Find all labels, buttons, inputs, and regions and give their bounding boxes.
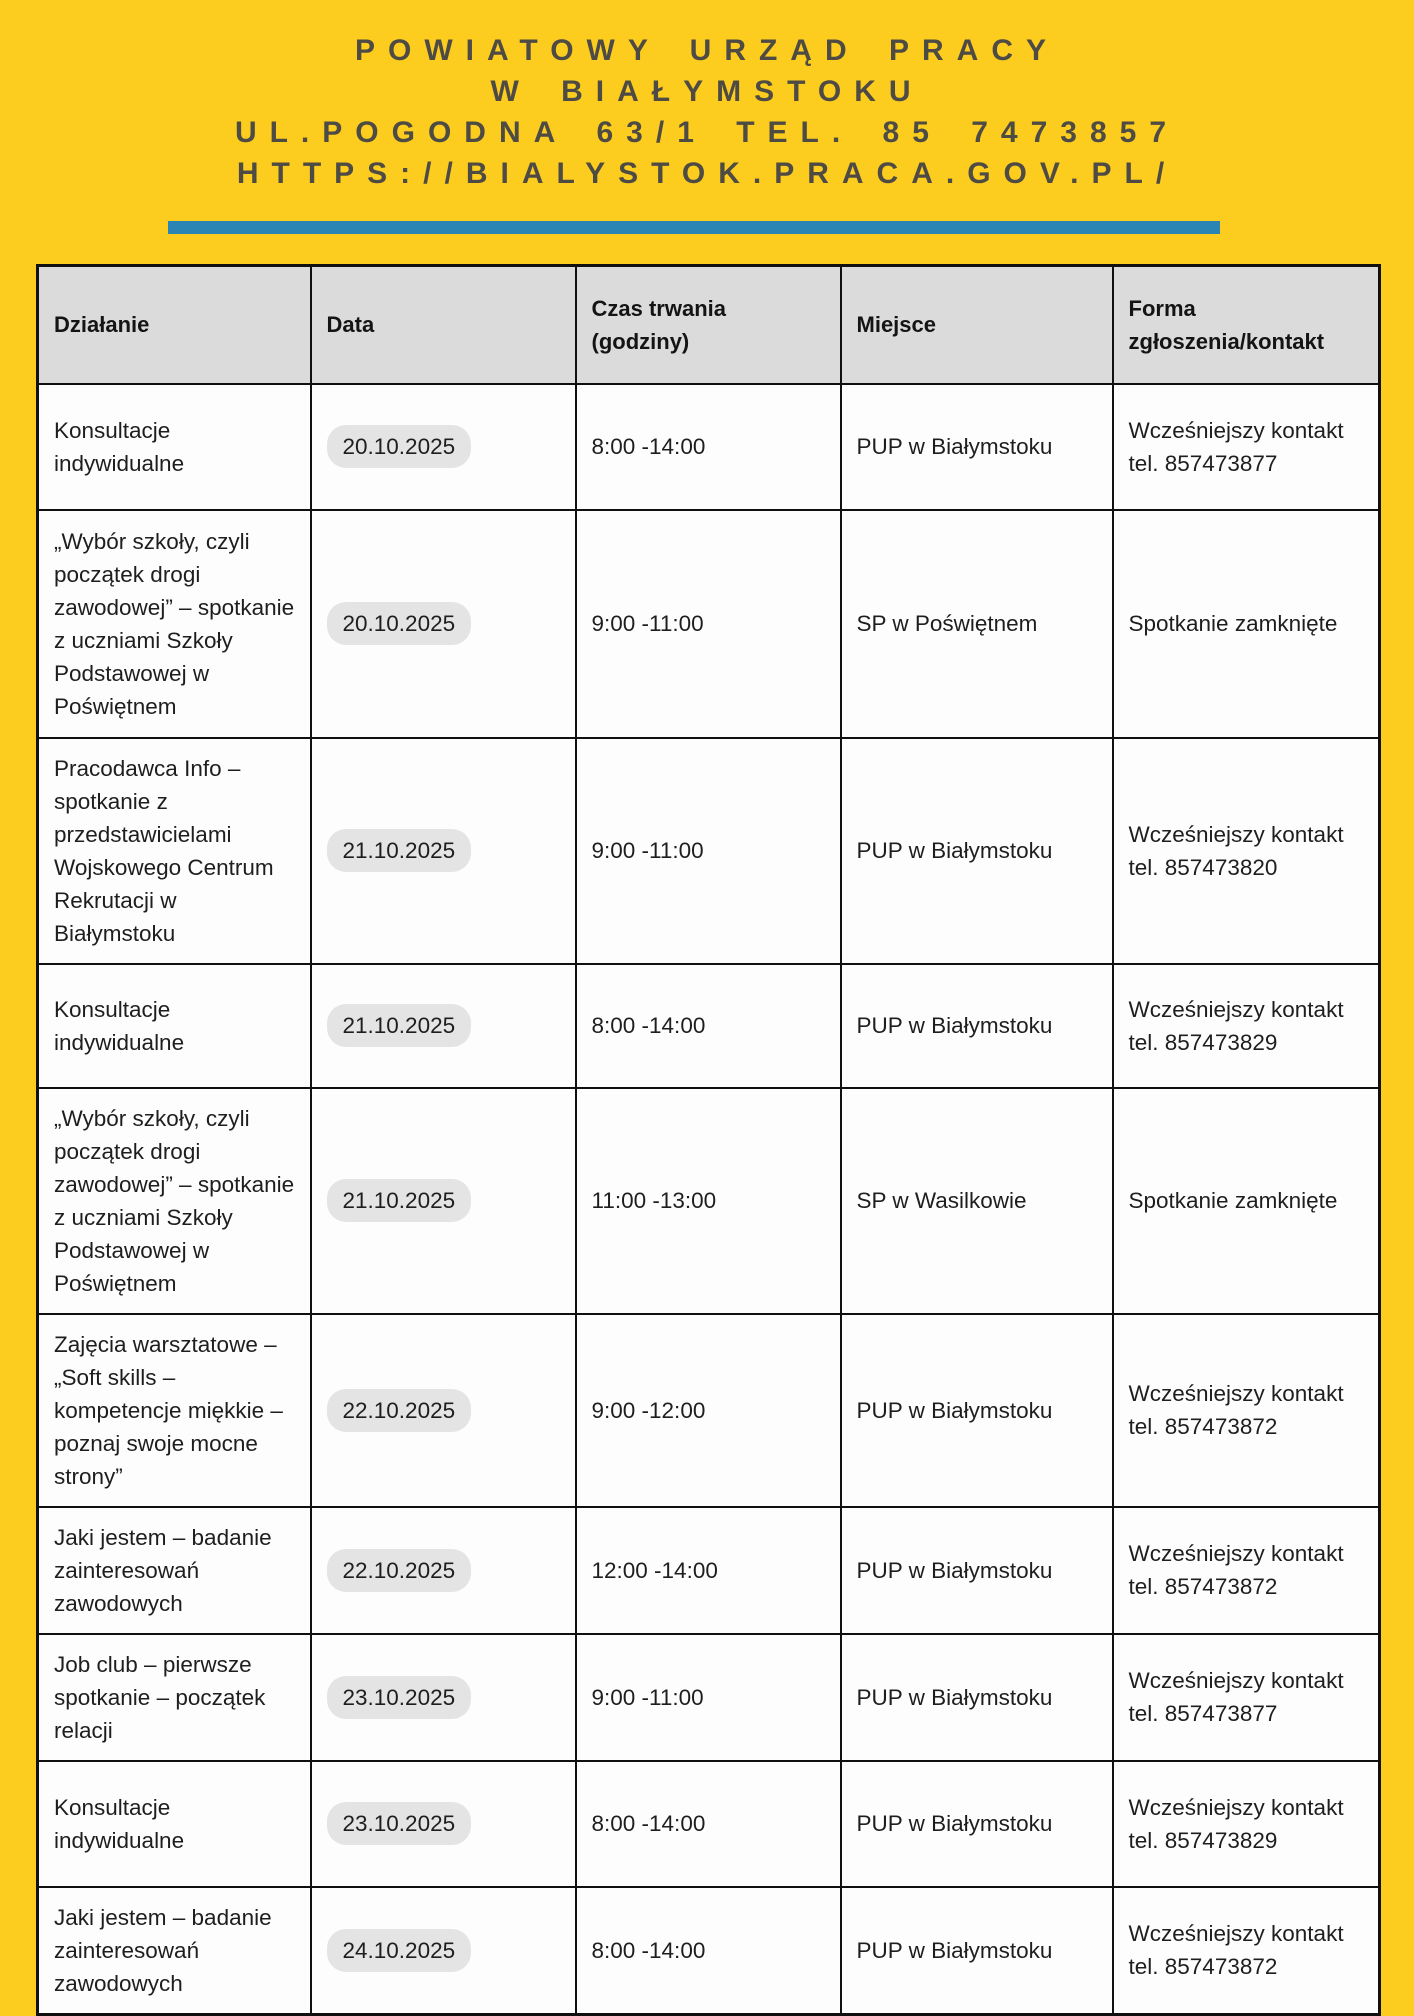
- date-pill: 21.10.2025: [327, 1004, 472, 1047]
- cell-dzialanie: Konsultacje indywidualne: [38, 384, 311, 510]
- cell-miejsce: PUP w Białymstoku: [841, 738, 1113, 964]
- table-row: [38, 1634, 1380, 1761]
- cell-czas: 9:00 -12:00: [576, 1314, 841, 1507]
- cell-dzialanie: „Wybór szkoły, czyli początek drogi zawodowej” – spotkanie z uczniami Szkoły Podstawowej w Poświętnem: [38, 510, 311, 738]
- column-header-forma: Forma zgłoszenia/kontakt: [1113, 266, 1380, 384]
- date-pill: 21.10.2025: [327, 1179, 472, 1222]
- cell-czas: 12:00 -14:00: [576, 1507, 841, 1634]
- cell-czas: 8:00 -14:00: [576, 964, 841, 1088]
- table-row: [38, 510, 1380, 738]
- date-pill: 20.10.2025: [327, 602, 472, 645]
- table-row: [38, 1761, 1380, 1887]
- cell-dzialanie: Konsultacje indywidualne: [38, 1761, 311, 1887]
- cell-data: [311, 384, 576, 510]
- cell-miejsce: PUP w Białymstoku: [841, 964, 1113, 1088]
- cell-dzialanie: Job club – pierwsze spotkanie – początek relacji: [38, 1634, 311, 1761]
- header-row: [38, 266, 1380, 384]
- cell-forma: Wcześniejszy kontakt tel. 857473820: [1113, 738, 1380, 964]
- date-pill: 23.10.2025: [327, 1802, 472, 1845]
- cell-dzialanie: Jaki jestem – badanie zainteresowań zawodowych: [38, 1887, 311, 2015]
- org-name-line1: POWIATOWY URZĄD PRACY: [354, 34, 1059, 67]
- cell-data: [311, 1761, 576, 1887]
- org-website: HTTPS://BIALYSTOK.PRACA.GOV.PL/: [236, 157, 1178, 190]
- cell-miejsce: PUP w Białymstoku: [841, 1507, 1113, 1634]
- cell-miejsce: PUP w Białymstoku: [841, 1887, 1113, 2015]
- table-row: [38, 738, 1380, 964]
- cell-data: [311, 1634, 576, 1761]
- cell-czas: 8:00 -14:00: [576, 1887, 841, 2015]
- cell-data: [311, 964, 576, 1088]
- table-row: [38, 964, 1380, 1088]
- cell-data: [311, 510, 576, 738]
- cell-data: [311, 1314, 576, 1507]
- column-header-miejsce: Miejsce: [841, 266, 1113, 384]
- org-name-line2: W BIAŁYMSTOKU: [490, 75, 924, 108]
- table-header: [38, 266, 1380, 384]
- cell-data: [311, 1088, 576, 1314]
- column-header-dzialanie: Działanie: [38, 266, 311, 384]
- column-header-data: Data: [311, 266, 576, 384]
- cell-forma: Spotkanie zamknięte: [1113, 510, 1380, 738]
- cell-czas: 9:00 -11:00: [576, 738, 841, 964]
- cell-forma: Wcześniejszy kontakt tel. 857473872: [1113, 1887, 1380, 2015]
- date-pill: 24.10.2025: [327, 1929, 472, 1972]
- cell-forma: Spotkanie zamknięte: [1113, 1088, 1380, 1314]
- org-address-phone: UL.POGODNA 63/1 TEL. 85 7473857: [234, 116, 1180, 149]
- schedule-table: [36, 264, 1381, 2016]
- cell-czas: 8:00 -14:00: [576, 384, 841, 510]
- cell-dzialanie: Zajęcia warsztatowe – „Soft skills – kompetencje miękkie – poznaj swoje mocne strony”: [38, 1314, 311, 1507]
- cell-miejsce: SP w Wasilkowie: [841, 1088, 1113, 1314]
- cell-czas: 8:00 -14:00: [576, 1761, 841, 1887]
- cell-miejsce: PUP w Białymstoku: [841, 1634, 1113, 1761]
- cell-forma: Wcześniejszy kontakt tel. 857473872: [1113, 1314, 1380, 1507]
- cell-forma: Wcześniejszy kontakt tel. 857473872: [1113, 1507, 1380, 1634]
- cell-data: [311, 1887, 576, 2015]
- cell-forma: Wcześniejszy kontakt tel. 857473829: [1113, 964, 1380, 1088]
- cell-miejsce: PUP w Białymstoku: [841, 1761, 1113, 1887]
- table-body: [38, 384, 1380, 2015]
- cell-forma: Wcześniejszy kontakt tel. 857473829: [1113, 1761, 1380, 1887]
- date-pill: 20.10.2025: [327, 425, 472, 468]
- table-row: [38, 384, 1380, 510]
- date-pill: 23.10.2025: [327, 1676, 472, 1719]
- date-pill: 22.10.2025: [327, 1389, 472, 1432]
- header: [0, 0, 1414, 194]
- table-row: [38, 1887, 1380, 2015]
- date-pill: 22.10.2025: [327, 1549, 472, 1592]
- cell-dzialanie: Pracodawca Info – spotkanie z przedstawicielami Wojskowego Centrum Rekrutacji w Białymstoku: [38, 738, 311, 964]
- table-row: [38, 1314, 1380, 1507]
- cell-dzialanie: Jaki jestem – badanie zainteresowań zawodowych: [38, 1507, 311, 1634]
- cell-czas: 9:00 -11:00: [576, 1634, 841, 1761]
- cell-dzialanie: Konsultacje indywidualne: [38, 964, 311, 1088]
- table-row: [38, 1507, 1380, 1634]
- cell-dzialanie: „Wybór szkoły, czyli początek drogi zawodowej” – spotkanie z uczniami Szkoły Podstawowej w Poświętnem: [38, 1088, 311, 1314]
- cell-forma: Wcześniejszy kontakt tel. 857473877: [1113, 1634, 1380, 1761]
- cell-czas: 9:00 -11:00: [576, 510, 841, 738]
- cell-czas: 11:00 -13:00: [576, 1088, 841, 1314]
- cell-miejsce: PUP w Białymstoku: [841, 1314, 1113, 1507]
- cell-data: [311, 1507, 576, 1634]
- date-pill: 21.10.2025: [327, 829, 472, 872]
- cell-miejsce: SP w Poświętnem: [841, 510, 1113, 738]
- divider-bar: [168, 221, 1220, 234]
- cell-data: [311, 738, 576, 964]
- cell-miejsce: PUP w Białymstoku: [841, 384, 1113, 510]
- column-header-czas-trwania: Czas trwania (godziny): [576, 266, 841, 384]
- table-row: [38, 1088, 1380, 1314]
- cell-forma: Wcześniejszy kontakt tel. 857473877: [1113, 384, 1380, 510]
